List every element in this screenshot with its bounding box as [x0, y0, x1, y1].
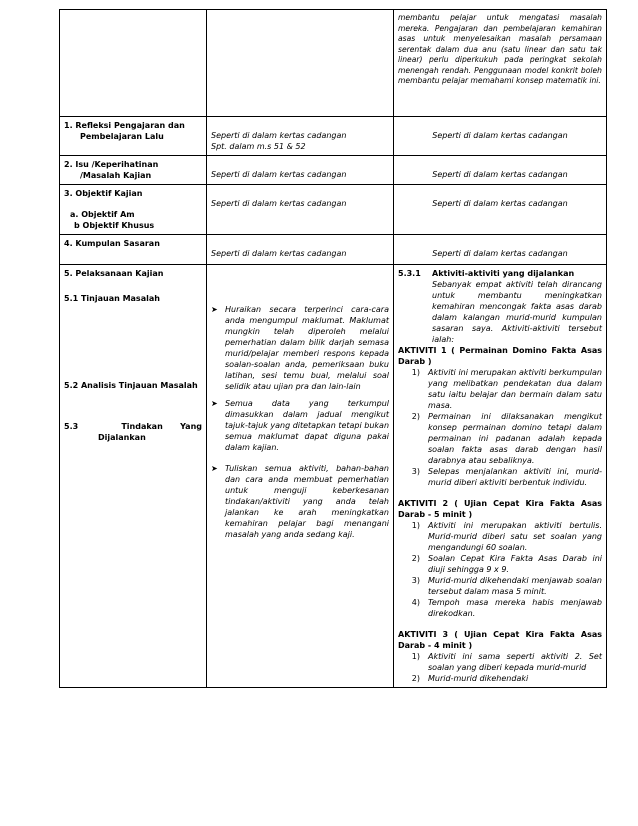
section-5-3-1-title: Aktiviti-aktiviti yang dijalankan: [432, 269, 575, 278]
arrow-bullet-icon: ➤: [211, 464, 218, 473]
list-item-number: 2): [411, 412, 420, 421]
aktiviti-3-list: [398, 651, 602, 684]
isu-title-line2: /Masalah Kajian: [80, 171, 152, 180]
section-5-1: 5.1 Tinjauan Masalah: [64, 294, 160, 303]
aktiviti-1-title: AKTIVITI 1 ( Permainan Domino Fakta Asas Darab ): [398, 346, 602, 366]
list-item-text: Aktiviti ini merupakan aktiviti berkumpulan yang melibatkan pendekatan dua dalam satu iaitu belajar dan bermain dalam satu masa.: [428, 368, 602, 410]
list-item: [398, 553, 602, 575]
list-item-number: 1): [411, 652, 420, 661]
refleksi-col3-text: Seperti di dalam kertas cadangan: [432, 131, 568, 140]
isu-col3-text: Seperti di dalam kertas cadangan: [432, 170, 568, 179]
objektif-col3: [394, 185, 607, 235]
table-row-isu: [60, 156, 607, 185]
row-title: [60, 235, 207, 265]
objektif-col2: [207, 185, 394, 235]
list-item-number: 2): [411, 674, 420, 683]
list-item-text: Selepas menjalankan aktiviti ini, murid-murid diberi aktiviti berbentuk individu.: [428, 467, 602, 487]
section-5-2: 5.2 Analisis Tinjauan Masalah: [64, 381, 198, 390]
bullet-item: [211, 304, 389, 392]
cell-empty: [207, 10, 394, 117]
list-item-text: Permainan ini dilaksanakan mengikut konsep permainan domino tetapi dalam permainan ini padanan adalah kepada soalan fakta asas darab dengan hasil darabnya atau sebaliknya.: [428, 412, 602, 465]
aktiviti-2-list: [398, 520, 602, 619]
table-row-refleksi: [60, 117, 607, 156]
list-item-text: Murid-murid dikehendaki menjawab soalan tersebut dalam masa 5 minit.: [428, 576, 602, 596]
table-row-objektif: [60, 185, 607, 235]
isu-col2: [207, 156, 394, 185]
table-row-kumpulan: [60, 235, 607, 265]
list-item: [398, 673, 602, 684]
list-item: [398, 520, 602, 553]
arrow-bullet-icon: ➤: [211, 399, 218, 408]
table-row-pelaksanaan: [60, 265, 607, 688]
list-item: [398, 411, 602, 466]
row-title: [60, 185, 207, 235]
list-item-number: 4): [411, 598, 420, 607]
isu-col2-text: Seperti di dalam kertas cadangan: [211, 170, 347, 179]
list-item-text: Tempoh masa mereka habis menjawab direkodkan.: [428, 598, 602, 618]
row-title: [60, 117, 207, 156]
section-5-3-word2: Yang: [180, 422, 202, 431]
refleksi-title-line2: Pembelajaran Lalu: [80, 132, 164, 141]
action-research-table: [59, 9, 607, 688]
list-item: [398, 651, 602, 673]
refleksi-col2-line2: Spt. dalam m.s 51 & 52: [211, 142, 306, 151]
section-5-3-1-heading: [398, 268, 602, 279]
bullet-text: Semua data yang terkumpul dimasukkan dalam jadual mengikut tajuk-tajuk yang ditetapkan tetapi bukan semua maklumat dapat diguna pakai dalam kajian.: [225, 399, 390, 452]
refleksi-col2-line1: Seperti di dalam kertas cadangan: [211, 131, 347, 140]
list-item: [398, 367, 602, 411]
objektif-col3-text: Seperti di dalam kertas cadangan: [432, 199, 568, 208]
bullet-item: [211, 463, 389, 540]
objektif-title: 3. Objektif Kajian: [64, 189, 143, 198]
list-item-number: 1): [411, 521, 420, 530]
row-title: [60, 156, 207, 185]
refleksi-col3: [394, 117, 607, 156]
section-5-3-number: 5.3: [64, 422, 79, 431]
bullet-text: Huraikan secara terperinci cara-cara anda mengumpul maklumat. Maklumat mungkin telah diperoleh melalui pemerhatian dalam bilik darjah semasa murid/pelajar memberi respons kepada soalan-soalan anda, pemeriksaan buku latihan, sesi temu bual, melalui soal selidik atau ujian pra dan lain-lain: [225, 305, 389, 391]
list-item-text: Soalan Cepat Kira Fakta Asas Darab ini diuji sehingga 9 x 9.: [428, 554, 602, 574]
list-item-number: 2): [411, 554, 420, 563]
kumpulan-title: 4. Kumpulan Sasaran: [64, 239, 160, 248]
list-item-text: Murid-murid dikehendaki: [428, 674, 529, 683]
pelaksanaan-col2: [207, 265, 394, 688]
refleksi-col2: [207, 117, 394, 156]
kumpulan-col3: [394, 235, 607, 265]
isu-col3: [394, 156, 607, 185]
cell-empty: [60, 10, 207, 117]
pelaksanaan-title: 5. Pelaksanaan Kajian: [64, 269, 164, 278]
section-5-3: [64, 421, 202, 432]
list-item: [398, 597, 602, 619]
pelaksanaan-col3: [394, 265, 607, 688]
list-item-text: Aktiviti ini merupakan aktiviti bertulis. Murid-murid diberi satu set soalan yang mengandungi 60 soalan.: [428, 521, 602, 552]
list-item-number: 3): [411, 576, 420, 585]
cell-background-text: membantu pelajar untuk mengatasi masalah mereka. Pengajaran dan pembelajaran kemahiran asas untuk menyelesaikan masalah persamaan serentak dalam dua anu (satu linear dan satu tak linear) perlu diperkukuh pada peringkat sekolah menengah rendah. Penggunaan model konkrit boleh membantu pelajar memahami konsep matematik ini.: [394, 10, 607, 117]
bullet-text: Tuliskan semua aktiviti, bahan-bahan dan cara anda membuat pemerhatian untuk menguji keberkesanan tindakan/aktiviti yang anda telah jalankan ke arah meningkatkan kemahiran pelajar bagi menangani masalah yang anda sedang kaji.: [225, 464, 389, 539]
aktiviti-3-title: AKTIVITI 3 ( Ujian Cepat Kira Fakta Asas Darab - 4 minit ): [398, 630, 602, 650]
section-5-3-line2: Dijalankan: [98, 433, 146, 442]
list-item: [398, 575, 602, 597]
aktiviti-2-title: AKTIVITI 2 ( Ujian Cepat Kira Fakta Asas Darab - 5 minit ): [398, 499, 602, 519]
pelaksanaan-col1: [60, 265, 207, 688]
section-5-3-1-number: 5.3.1: [398, 269, 421, 278]
document-page: [59, 9, 606, 688]
list-item-number: 3): [411, 467, 420, 476]
aktiviti-1-list: [398, 367, 602, 488]
kumpulan-col2-text: Seperti di dalam kertas cadangan: [211, 249, 347, 258]
list-item-number: 1): [411, 368, 420, 377]
arrow-bullet-icon: ➤: [211, 305, 218, 314]
refleksi-title-line1: 1. Refleksi Pengajaran dan: [64, 121, 185, 130]
isu-title-line1: 2. Isu /Keperihatinan: [64, 160, 159, 169]
objektif-col2-text: Seperti di dalam kertas cadangan: [211, 199, 347, 208]
list-item-text: Aktiviti ini sama seperti aktiviti 2. Set soalan yang diberi kepada murid-murid: [428, 652, 602, 672]
objektif-khusus: b Objektif Khusus: [74, 221, 155, 230]
kumpulan-col2: [207, 235, 394, 265]
objektif-am: a. Objektif Am: [70, 210, 135, 219]
list-item: [398, 466, 602, 488]
kumpulan-col3-text: Seperti di dalam kertas cadangan: [432, 249, 568, 258]
bullet-item: [211, 398, 389, 453]
section-5-3-word1: Tindakan: [121, 422, 163, 431]
table-row-continuation: [60, 10, 607, 117]
section-5-3-1-text: Sebanyak empat aktiviti telah dirancang untuk membantu meningkatkan kemahiran mencongak fakta asas darab dalam kalangan murid-murid kumpulan sasaran saya. Aktiviti-aktiviti tersebut ialah:: [432, 280, 602, 344]
